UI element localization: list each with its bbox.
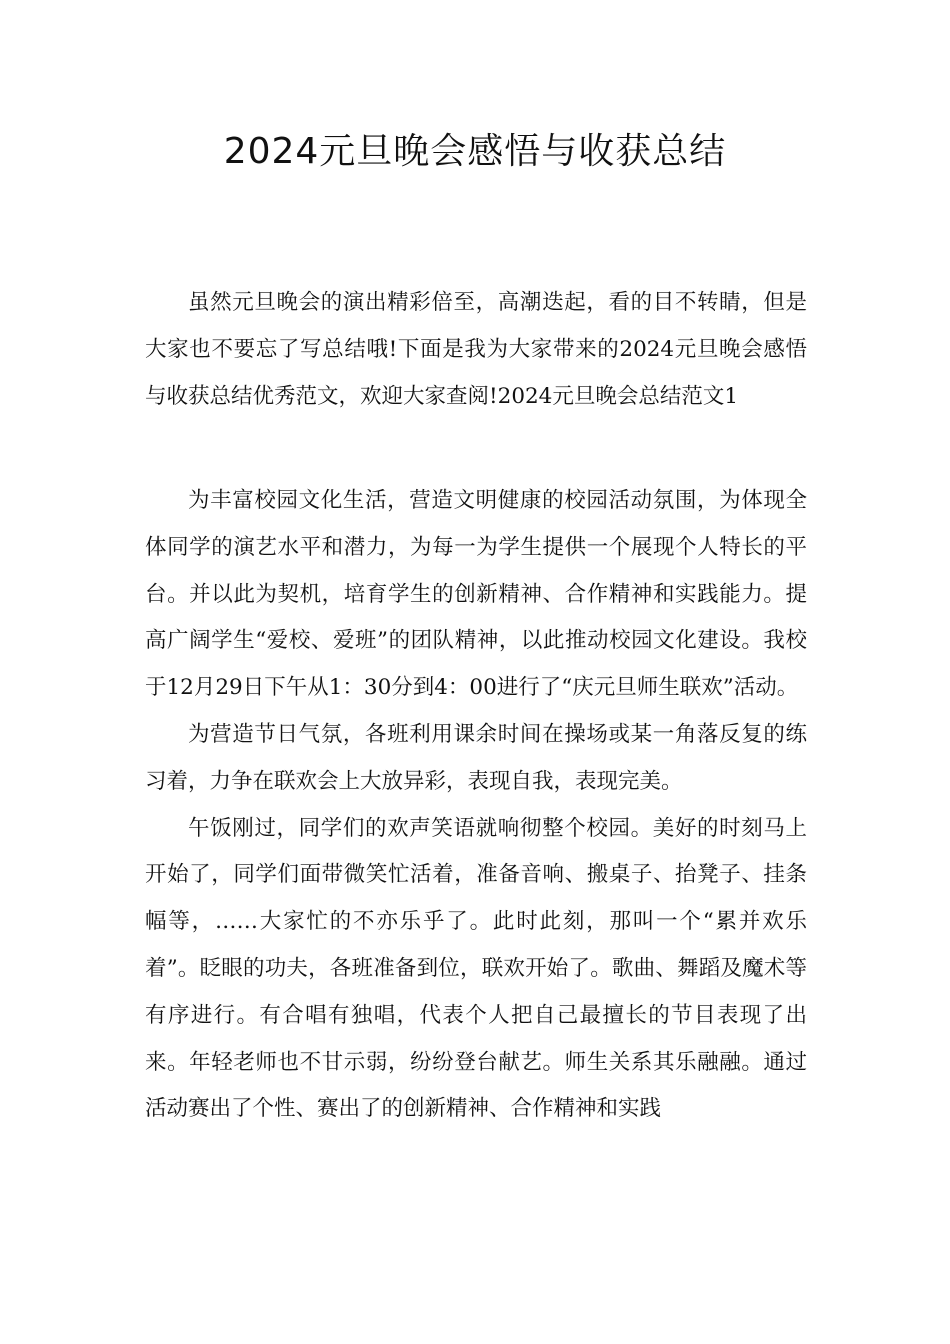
intro-paragraph: 虽然元旦晚会的演出精彩倍至，高潮迭起，看的目不转睛，但是大家也不要忘了写总结哦!下面是我为大家带来的2024元旦晚会感悟与收获总结优秀范文，欢迎大家查阅!2024元旦晚会总结范文1 (145, 290, 807, 409)
body-paragraph: 为营造节日气氛，各班利用课余时间在操场或某一角落反复的练习着，力争在联欢会上大放异彩，表现自我，表现完美。 (145, 721, 807, 794)
document-title: 2024元旦晚会感悟与收获总结 (223, 131, 727, 172)
intro-section (145, 280, 807, 420)
body-paragraph: 午饭刚过，同学们的欢声笑语就响彻整个校园。美好的时刻马上开始了，同学们面带微笑忙活着，准备音响、搬桌子、抬凳子、挂条幅等，……大家忙的不亦乐乎了。此时此刻，那叫一个“累并欢乐着”。眨眼的功夫，各班准备到位，联欢开始了。歌曲、舞蹈及魔术等有序进行。有合唱有独唱，代表个人把自己最擅长的节目表现了出来。年轻老师也不甘示弱，纷纷登台献艺。师生关系其乐融融。通过活动赛出了个性、赛出了的创新精神、合作精神和实践 (145, 815, 807, 1122)
article-body (145, 478, 807, 1133)
body-paragraph: 为丰富校园文化生活，营造文明健康的校园活动氛围，为体现全体同学的演艺水平和潜力，为每一为学生提供一个展现个人特长的平台。并以此为契机，培育学生的创新精神、合作精神和实践能力。提高广阔学生“爱校、爱班”的团队精神，以此推动校园文化建设。我校于12月29日下午从1：30分到4：00进行了“庆元旦师生联欢”活动。 (145, 488, 807, 701)
